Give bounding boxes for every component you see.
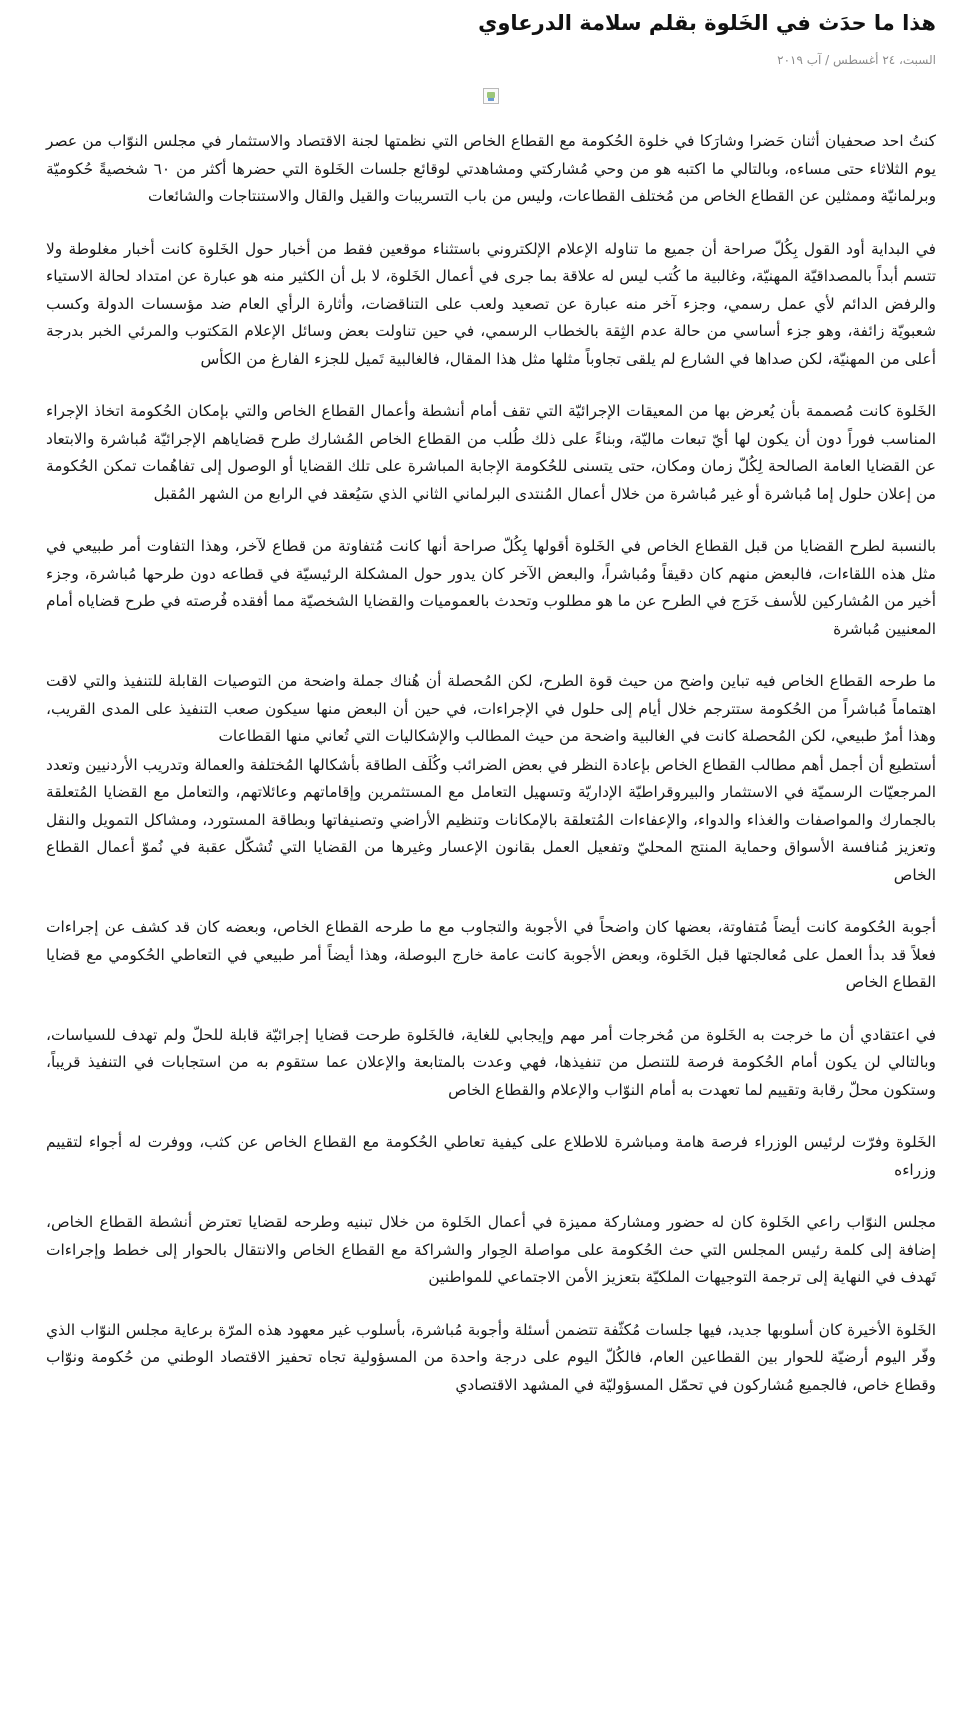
- article-title: هذا ما حدَث في الخَلوة بقلم سلامة الدرعاوي: [478, 11, 936, 35]
- article-paragraph: الخَلوة كانت مُصممة بأن يُعرض بها من المعيقات الإجرائيّة التي تقف أمام أنشطة وأعمال القطاع الخاص والتي بإمكان الحُكومة اتخاذ الإجراء المناسب فوراً دون أن يكون لها أيّ تبعات ماليّة، وبناءً على ذلك طُلب من القطاع الخاص المُشارك طرح قضاياهم الإجرائيّة مُباشرة والابتعاد عن القضايا العامة الصالحة لِكُلّ زمان ومكان، حتى يتسنى للحُكومة الإجابة المباشرة على تلك القضايا أو الوصول إلى تفاهُمات تمكن الحُكومة من إعلان حلول إما مُباشرة أو غير مُباشرة من خلال أعمال المُنتدى البرلماني الثاني الذي سَيُعقد في الرابع من الشهر المُقبل: [46, 402, 936, 503]
- article-paragraph: مجلس النوّاب راعي الخَلوة كان له حضور ومشاركة مميزة في أعمال الخَلوة من خلال تبنيه وطرحه لقضايا تعترض أنشطة القطاع الخاص، إضافة إلى كلمة رئيس المجلس التي حث الحُكومة على مواصلة الحِوار والشراكة مع القطاع الخاص والانتقال بالحوار إلى خطط وإجراءات تَهدف في النهاية إلى ترجمة التوجيهات الملكيّة بتعزيز الأمن الاجتماعي للمواطنين: [46, 1213, 936, 1286]
- article-paragraph: ما طرحه القطاع الخاص فيه تباين واضح من حيث قوة الطرح، لكن المُحصلة أن هُناك جملة واضحة من التوصيات القابلة للتنفيذ والتي لاقت اهتماماً مُباشراً من الحُكومة ستترجم خلال أيام إلى حلول في الإجراءات، في حين أن البعض منها سيكون صعب التنفيذ على المدى القريب، وهذا أمرٌ طبيعي، لكن المُحصلة كانت في الغالبية واضحة من حيث المطالب والإشكاليات التي تُعاني منها القطاعات: [46, 672, 936, 745]
- article-paragraph: أجوبة الحُكومة كانت أيضاً مُتفاوتة، بعضها كان واضحاً في الأجوبة والتجاوب مع ما طرحه القطاع الخاص، وبعضه كان قد كشف عن إجراءات فعلاً قد بدأ العمل على مُعالجتها قبل الخَلوة، وبعض الأجوبة كانت عامة خارج البوصلة، وهذا أيضاً أمر طبيعي في التعاطي الحُكومي مع قضايا القطاع الخاص: [46, 918, 936, 991]
- article-date: السبت، ٢٤ أغسطس / آب ٢٠١٩: [777, 53, 936, 67]
- article: [46, 0, 936, 1424]
- article-body: [46, 128, 936, 1399]
- article-paragraph: بالنسبة لطرح القضايا من قبل القطاع الخاص في الخَلوة أقولها بِكُلّ صراحة أنها كانت مُتفاوتة من قطاع لآخر، وهذا التفاوت أمر طبيعي في مثل هذه اللقاءات، فالبعض منهم كان دقيقاً ومُباشراً، والبعض الآخر كان يدور حول المشكلة الرئيسيّة في قطاعه دون طرحها مُباشرة، وجزء أخير من المُشاركين للأسف خَرَج في الطرح عن ما هو مطلوب وتحدث بالعموميات والقضايا الشخصيّة مما أفقده فُرصته في طرح قضاياه أمام المعنيين مُباشرة: [46, 537, 936, 638]
- broken-image-icon: [483, 88, 499, 104]
- article-paragraph: في البداية أود القول بِكُلّ صراحة أن جميع ما تناوله الإعلام الإلكتروني باستثناء موقعين فقط من أخبار حول الخَلوة كانت أخبار مغلوطة ولا تتسم أبداً بالمصداقيّة المهنيّة، وغالبية ما كُتب ليس له علاقة بما جرى في أعمال الخَلوة، لا بل أن الكثير منه هو عبارة عن امتداد لحالة الاستياء والرفض الدائم لأي عمل رسمي، وجزء آخر منه عبارة عن تصعيد ولعب على التناقضات، وأثارة الرأي العام ضد مؤسسات الدولة وكسب شعبويّة زائفة، وهو جزء أساسي من حالة عدم الثِقة بالخطاب الرسمي، في حين تناولت بعض وسائل الإعلام المَكتوب والمرئي الخبر بدرجة أعلى من المهنيّة، لكن صداها في الشارع لم يلقى تجاوباً مثلها مثل هذا المقال، فالغالبية تَميل للجزء الفارغ من الكأس: [46, 239, 936, 368]
- article-paragraph: في اعتقادي أن ما خرجت به الخَلوة من مُخرجات أمر مهم وإيجابي للغاية، فالخَلوة طرحت قضايا إجرائيّة قابلة للحلّ ولم تهدف للسياسات، وبالتالي لن يكون أمام الحُكومة فرصة للتنصل من تنفيذها، فهي وعدت بالمتابعة والإعلان عما ستقوم به من استجابات في التنفيذ قريباً، وستكون محلّ رقابة وتقييم لما تعهدت به أمام النوّاب والإعلام والقطاع الخاص: [46, 1025, 936, 1099]
- article-image-container: [46, 88, 936, 104]
- article-paragraph: الخَلوة وفرّت لرئيس الوزراء فرصة هامة ومباشرة للاطلاع على كيفية تعاطي الحُكومة مع القطاع الخاص عن كثب، ووفرت له أجواء لتقييم وزراءه: [46, 1133, 936, 1179]
- article-paragraph: أستطيع أن أجمل أهم مطالب القطاع الخاص بإعادة النظر في بعض الضرائب وكُلَف الطاقة بأشكالها المُختلفة والعمالة وتدريب الأردنيين وتعدد المرجعيّات الرسميّة في الاستثمار والبيروقراطيّة الإداريّة وتسهيل التعامل مع المستثمرين وإقاماتهم وعائلاتهم، والتعامل مع القضايا المُتعلقة بالجمارك والمواصفات والغذاء والدواء، والإعفاءات المُتعلقة بالإمكانات وتنظيم الأراضي وتصنيفاتها وبطاقة المستورد، ومشاكل التمويل والنقل وتعزيز مُنافسة الأسواق وحماية المنتج المحليّ وتفعيل العمل بقانون الإعسار وغيرها من القضايا التي تُشكّل عقبة في نُموّ أعمال القطاع الخاص: [46, 755, 936, 884]
- article-paragraph: الخَلوة الأخيرة كان أسلوبها جديد، فيها جلسات مُكثّفة تتضمن أسئلة وأجوبة مُباشرة، بأسلوب غير معهود هذه المرّة برعاية مجلس النوّاب الذي وفّر اليوم أرضيّة للحوار بين القطاعين العام، فالكُلّ اليوم على درجة واحدة من المسؤولية تجاه تحفيز الاقتصاد الوطني من حُكومة ونوّاب وقطاع خاص، فالجميع مُشاركون في تحمّل المسؤوليّة في المشهد الاقتصادي: [46, 1320, 936, 1394]
- article-paragraph: كنتُ احد صحفيان أثنان حَضرا وشارَكا في خلوة الحُكومة مع القطاع الخاص التي نظمتها لجنة الاقتصاد والاستثمار في مجلس النوّاب من عصر يوم الثلاثاء حتى مساءه، وبالتالي ما اكتبه هو من وحي مُشاركتي ومشاهدتي لوقائع جلسات الخَلوة التي حضرها أكثر من ٦٠ شخصيةً حُكوميّة وبرلمانيّة وممثلين عن القطاع الخاص من مُختلف القطاعات، وليس من باب التسريبات والقيل والقال والاستنتاجات والشائعات: [46, 132, 936, 205]
